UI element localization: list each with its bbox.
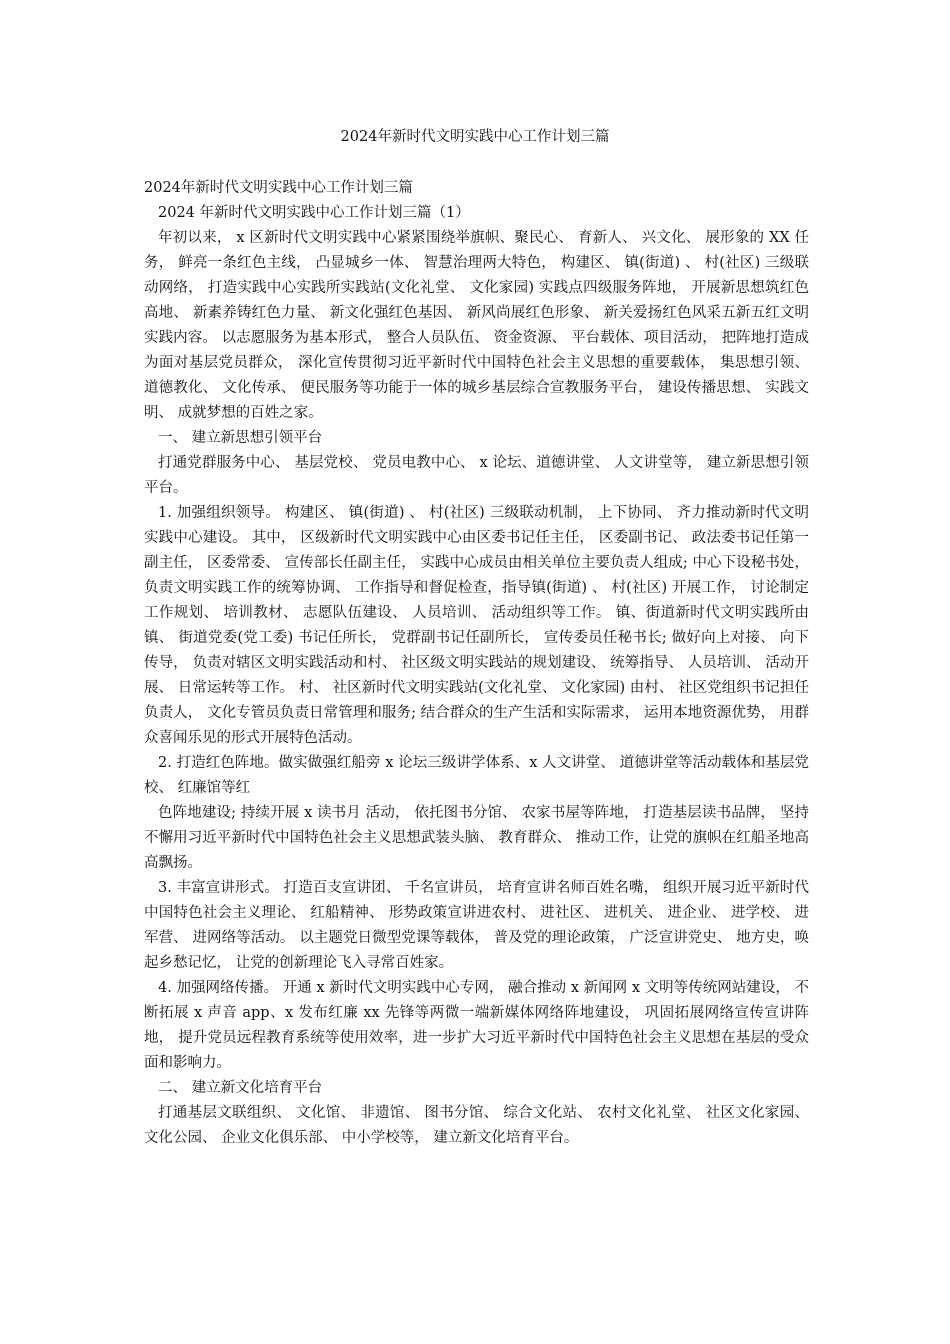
paragraph: 打通基层文联组织、 文化馆、 非遗馆、 图书分馆、 综合文化站、 农村文化礼堂、 社区文化家园、 文化公园、 企业文化俱乐部、 中小学校等， 建立新文化培育平台。: [144, 1105, 809, 1146]
paragraph: 3. 丰富宣讲形式。 打造百支宣讲团、 千名宣讲员， 培育宣讲名师百姓名嘴， 组织开展习近平新时代中国特色社会主义理论、 红船精神、 形势政策宣讲进农村、 进社区、 进机关、 进企业、 进学校、 进军营、 进网络等活动。 以主题党日微型党课等载体， 普及党的理论政策， 广泛宣讲党史、 地方史，唤起乡愁记忆， 让党的创新理论飞入寻常百姓家。: [144, 880, 809, 971]
paragraph: 色阵地建设; 持续开展 x 读书月 活动， 依托图书分馆、 农家书屋等阵地， 打造基层读书品牌， 坚持不懈用习近平新时代中国特色社会主义思想武装头脑、 教育群众、 推动工作，让党的旗帜在红船圣地高高飘扬。: [144, 805, 809, 871]
document-body: [144, 176, 809, 1151]
paragraph: 一、 建立新思想引领平台: [158, 430, 323, 446]
page-title: 2024年新时代文明实践中心工作计划三篇: [340, 129, 610, 145]
paragraph: 二、 建立新文化培育平台: [158, 1080, 323, 1096]
paragraph: 2024 年新时代文明实践中心工作计划三篇（1）: [158, 205, 470, 221]
paragraph: 1. 加强组织领导。 构建区、 镇(街道) 、 村(社区) 三级联动机制， 上下协同、 齐力推动新时代文明实践中心建设。 其中， 区级新时代文明实践中心由区委书记任主任， 区委副书记、 政法委书记任第一副主任， 区委常委、 宣传部长任副主任， 实践中心成员由相关单位主要负责人组成; 中心下设秘书处， 负责文明实践工作的统筹协调、 工作指导和督促检查，指导镇(街道) 、 村(社区) 开展工作， 讨论制定工作规划、 培训教材、 志愿队伍建设、 人员培训、 活动组织等工作。 镇、街道新时代文明实践所由镇、 街道党委(党工委) 书记任所长， 党群副书记任副所长， 宣传委员任秘书长; 做好向上对接、 向下传导， 负责对辖区文明实践活动和村、 社区级文明实践站的规划建设、 统筹指导、 人员培训、 活动开展、 日常运转等工作。 村、 社区新时代文明实践站(文化礼堂、 文化家园) 由村、 社区党组织书记担任负责人， 文化专管员负责日常管理和服务; 结合群众的生产生活和实际需求， 运用本地资源优势， 用群众喜闻乐见的形式开展特色活动。: [144, 505, 809, 746]
paragraph: 打通党群服务中心、 基层党校、 党员电教中心、 x 论坛、道德讲堂、 人文讲堂等， 建立新思想引领平台。: [144, 455, 809, 496]
paragraph: 年初以来， x 区新时代文明实践中心紧紧围绕举旗帜、聚民心、 育新人、 兴文化、 展形象的 XX 任务， 鲜亮一条红色主线， 凸显城乡一体、 智慧治理两大特色， 构建区、 镇(街道) 、 村(社区) 三级联动网络， 打造实践中心实践所实践站(文化礼堂、 文化家园) 实践点四级服务阵地， 开展新思想筑红色高地、 新素养铸红色力量、 新文化强红色基因、 新风尚展红色形象、 新关爱扬红色风采五新五红文明实践内容。 以志愿服务为基本形式， 整合人员队伍、 资金资源、 平台载体、项目活动， 把阵地打造成为面对基层党员群众， 深化宣传贯彻习近平新时代中国特色社会主义思想的重要载体， 集思想引领、 道德教化、 文化传承、 便民服务等功能于一体的城乡基层综合宣教服务平台， 建设传播思想、 实践文明、 成就梦想的百姓之家。: [144, 230, 809, 421]
paragraph: 2024年新时代文明实践中心工作计划三篇: [144, 180, 413, 196]
paragraph: 4. 加强网络传播。 开通 x 新时代文明实践中心专网， 融合推动 x 新闻网 x 文明等传统网站建设， 不断拓展 x 声音 app、x 发布红廉 xx 先锋等两微一端新媒体网络阵地建设， 巩固拓展网络宣传宣讲阵地， 提升党员远程教育系统等使用效率，进一步扩大习近平新时代中国特色社会主义思想在基层的受众面和影响力。: [144, 980, 809, 1071]
paragraph: 2. 打造红色阵地。做实做强红船旁 x 论坛三级讲学体系、x 人文讲堂、 道德讲堂等活动载体和基层党校、 红廉馆等红: [144, 755, 809, 796]
